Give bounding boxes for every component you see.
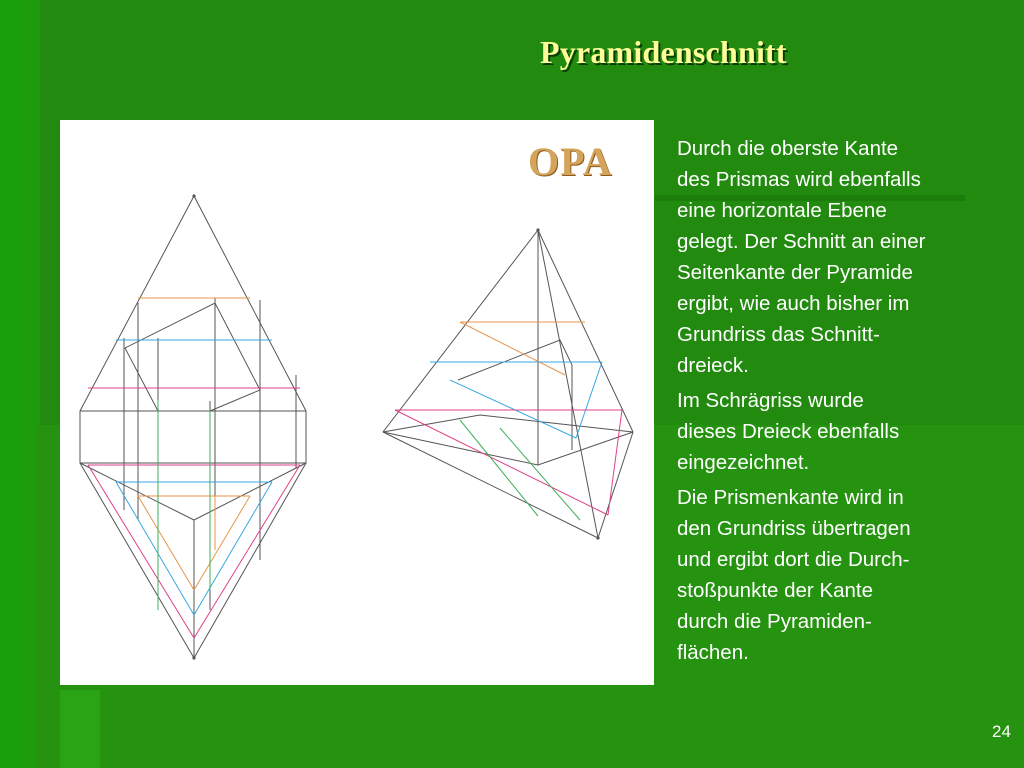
text-line: Seitenkante der Pyramide bbox=[677, 261, 913, 284]
construction-figure bbox=[60, 120, 654, 685]
text-line: ergibt, wie auch bisher im bbox=[677, 292, 910, 315]
opa-logo: OPA bbox=[528, 139, 613, 184]
text-line: Grundriss das Schnitt- bbox=[677, 323, 880, 346]
text-line: des Prismas wird ebenfalls bbox=[677, 168, 921, 191]
text-line: Die Prismenkante wird in bbox=[677, 486, 904, 509]
text-line: eingezeichnet. bbox=[677, 451, 810, 474]
text-line: gelegt. Der Schnitt an einer bbox=[677, 230, 926, 253]
prism-front bbox=[80, 411, 306, 463]
text-line: dieses Dreieck ebenfalls bbox=[677, 420, 900, 443]
explanation-text bbox=[677, 133, 997, 672]
background-band-accent bbox=[60, 690, 100, 768]
page-number: 24 bbox=[992, 722, 1011, 741]
text-line: flächen. bbox=[677, 641, 749, 664]
paragraph-2 bbox=[677, 385, 997, 478]
text-line: durch die Pyramiden- bbox=[677, 610, 872, 633]
front-view-outline bbox=[80, 196, 306, 411]
background-band-left bbox=[0, 0, 40, 768]
pyramid-section-drawing bbox=[60, 120, 654, 685]
text-line: Im Schrägriss wurde bbox=[677, 389, 864, 412]
paragraph-1 bbox=[677, 133, 997, 381]
text-line: dreieck. bbox=[677, 354, 749, 377]
text-line: stoßpunkte der Kante bbox=[677, 579, 874, 602]
text-line: Durch die oberste Kante bbox=[677, 137, 899, 160]
paragraph-3 bbox=[677, 482, 997, 668]
text-line: und ergibt dort die Durch- bbox=[677, 548, 910, 571]
slide-title: Pyramidenschnitt bbox=[540, 34, 787, 70]
text-line: den Grundriss übertragen bbox=[677, 517, 911, 540]
top-view-outline bbox=[80, 463, 306, 658]
text-line: eine horizontale Ebene bbox=[677, 199, 887, 222]
